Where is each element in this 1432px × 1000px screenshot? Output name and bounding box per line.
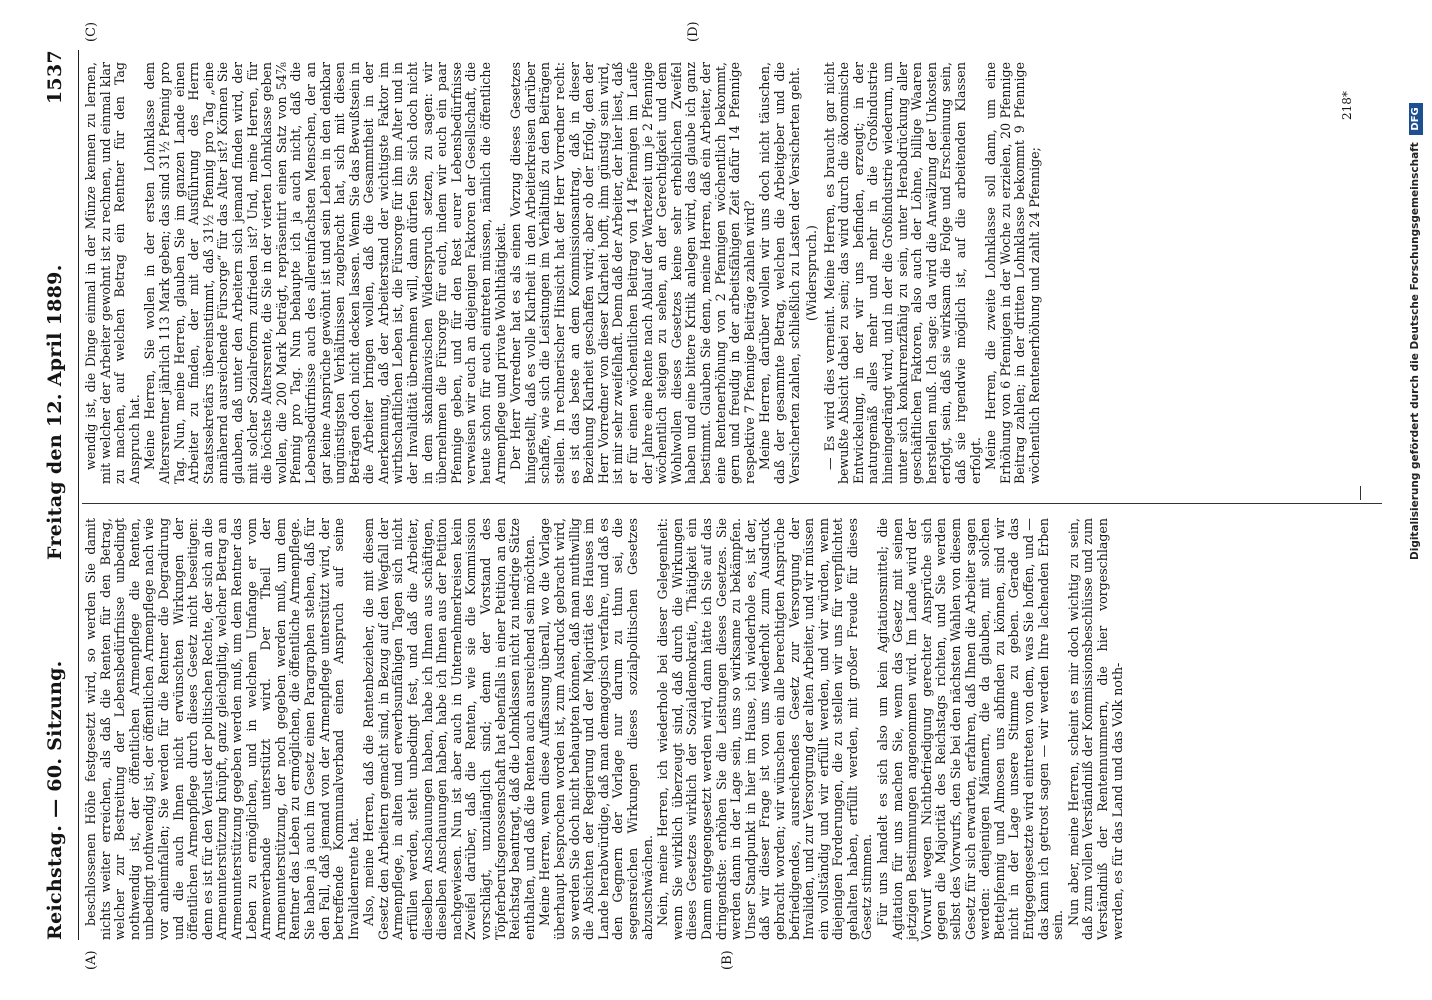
paragraph: wendig ist, die Dinge einmal in der Münze kennen zu lernen, mit welcher der Arbeiter gewohnt ist zu rechnen, und einmal klar zu machen, auf welchen Betrag ein Rentner für den Tag Anspruch hat.: [83, 62, 142, 484]
margin-marker-c: (C): [84, 21, 99, 42]
paragraph: Nun aber, meine Herren, scheint es mir doch wichtig zu sein, daß zum vollen Verständniß der Kommissionsbeschlüsse und zum Verständniß der Rentennummern, die hier vorgeschlagen werden, es für das Land und das Volk noth-: [1065, 518, 1125, 940]
paragraph: Meine Herren, Sie wollen in der ersten Lohnklasse dem Altersrentner jährlich 113 Mark geben; das sind 31½ Pfennig pro Tag. Nun, meine Herren, glauben Sie im ganzen Lande einen Arbeiter zu finden, der mit der Ausführung des Herrn Staatssekretärs übereinstimmt, daß 31½ Pfennig pro Tag „eine annähernd ausreichende Fürsorge“ für das Alter ist? Können Sie glauben, daß unter den Arbeitern sich jemand finden wird, der mit solcher Sozialreform zufrieden ist? Und, meine Herren, für die höchste Altersrente, die Sie in der vierten Lohnklasse geben wollen, die 200 Mark beträgt, repräsentirt einen Satz von 54⅞ Pfennig pro Tag. Nun behaupte ich ja auch nicht, daß die Lebensbedürfnisse auch des allereinfachsten Menschen, der an gar keine Ansprüche gewöhnt ist und sein Leben in den denkbar ungünstigsten Verhältnissen zugebracht hat, sich mit diesen Beträgen doch nicht decken lassen. Wenn Sie das Bewußtsein in die Arbeiter bringen wollen, daß die Gesammtheit in der Anerkennung, daß der Arbeiterstand der wichtigste Faktor im wirthschaftlichen Leben ist, die Fürsorge für ihn im Alter und in der Invalidität übernehmen will, dann dürfen Sie sich doch nicht in dem skandinavischen Widerspruch setzen, zu sagen: wir übernehmen die Fürsorge für euch, indem wir euch ein paar Pfennige geben, und für den Rest eurer Lebensbedürfnisse verweisen wir euch an diejenigen Faktoren der Gesellschaft, die heute schon für euch eintreten müssen, nämlich die öffentliche Armenpflege und private Wohlthätigkeit.: [142, 62, 508, 484]
paragraph: Der Herr Vorredner hat es als einen Vorzug dieses Gesetzes hingestellt, daß es volle Klarheit in den Arbeiterkreisen darüber schaffe, wie sich die Leistungen im Verhältniß zu den Beiträgen stellen. In rechnerischer Hinsicht hat der Herr Vorredner recht: es ist das beste an dem Kommissionsantrag, daß in dieser Beziehung Klarheit geschaffen wird; aber ob der Erfolg, den der Herr Vorredner von dieser Klarheit hofft, ihm günstig sein wird, ist mir sehr zweifelhaft. Denn daß der Arbeiter, der hier liest, daß er für einen wöchentlichen Beitrag von 14 Pfennigen im Laufe der Jahre eine Rente nach Ablauf der Wartezeit um je 2 Pfennige wöchentlich steigen zu sehen, an der Gerechtigkeit und dem Wohlwollen dieses Gesetzes keine sehr erheblichen Zweifel haben und eine bittere Kritik anlegen wird, das glaube ich ganz bestimmt. Glauben Sie denn, meine Herren, daß ein Arbeiter, der eine Rentenerhöhung von 2 Pfennigen wöchentlich bekommt, gern und freudig in der arbeitsfähigen Zeit dafür 14 Pfennige respektive 7 Pfennige Beiträge zahlen wird?: [508, 62, 757, 484]
dfg-notice: [1404, 0, 1432, 1000]
sheet-signature: 218*: [1340, 91, 1354, 120]
paragraph: beschlossenen Höhe festgesetzt wird, so werden Sie damit nichts weiter erreichen, als daß die Renten für den Betrag, welcher zur Bestreitung der Lebensbedürfnisse unbedingt nothwendig ist, der öffentlichen Armenpflege die Renten, unbedingt nothwendig ist, der öffentlichen Armenpflege nach wie vor anheimfallen; Sie werden für die Rentner die Degradirung und die auch Ihnen nicht erwünschten Wirkungen der öffentlichen Armenpflege durch dieses Gesetz nicht beseitigen: denn es ist für den Verlust der politischen Rechte, der sich an die Armenunterstützung knüpft, ganz gleichgiltig, welcher Betrag an Armenunterstützung gegeben werden muß, um dem Rentner das Leben zu ermöglichen, und in welchem Umfange er vom Armenverbande unterstützt wird. Der Theil der Armenunterstützung, der noch gegeben werden muß, um dem Rentner das Leben zu ermöglichen, die öffentliche Armenpflege. Sie haben ja auch im Gesetz einen Paragraphen stehen, daß für den Fall, daß jemand von der Armenpflege unterstützt wird, der betreffende Kommunalverband einen Anspruch auf seine Invalidenrente hat.: [83, 518, 361, 940]
page-number: 1537: [44, 50, 66, 105]
dfg-sidebar: [1404, 0, 1432, 1000]
dfg-notice-text: Digitalisierung gefördert durch die Deutsche Forschungsgemeinschaft: [1409, 142, 1421, 560]
header-date: Freitag den 12. April 1889.: [44, 264, 66, 560]
header-session: Reichstag. — 60. Sitzung.: [44, 660, 66, 940]
interjection: (Widerspruch.): [804, 225, 820, 321]
right-column: [84, 62, 1044, 484]
column-divider: [82, 503, 1382, 504]
paragraph: Meine Herren, darüber wollen wir uns doch nicht täuschen, daß der gesammte Betrag, welchen die Arbeitgeber und die Versicherten zahlen, schließlich zu Lasten der Versicherten geht.: [757, 62, 802, 484]
paragraph: Meine Herren, wenn diese Auffassung überall, wo die Vorlage überhaupt besprochen worden ist, zum Ausdruck gebracht wird, so werden Sie doch nicht behaupten können, daß man muthwillig die Absichten der Regierung und der Majorität des Hauses im Lande herabwürdige, daß man demagogisch verfahre, und daß es den Gegnern der Vorlage nur darum zu thun sei, die segensreichen Wirkungen dieses sozialpolitischen Gesetzes abzuschwächen.: [537, 518, 655, 940]
paragraph: Nein, meine Herren, ich wiederhole bei dieser Gelegenheit: wenn Sie wirklich überzeugt sind, daß durch die Wirkungen dieses Gesetzes wirklich der Sozialdemokratie, Thätigkeit ein Damm entgegengesetzt werden wird, dann hätte ich Sie auf das dringendste: erhöhen Sie die Leistungen dieses Gesetzes. Sie werden dann in der Lage sein, uns so wirksame zu bekämpfen. Unser Standpunkt in hier im Hause, ich wiederhole es, ist der, daß wir dieser Frage ist von uns wiederholt zum Ausdruck gebracht worden; wir wünschen ein alle berechtigten Ansprüche befriedigendes, ausreichendes Gesetz zur Versorgung der Invaliden, und zur Versorgung der alten Arbeiter, und wir müssen ein vollständig und wir erfüllt werden, und wir würden, wenn diejenigen Forderungen, die zu stellen wir uns für verpflichtet gehalten haben, erfüllt werden, mit großer Freude für dieses Gesetz stimmen.: [655, 518, 875, 940]
paragraph: Für uns handelt es sich also um kein Agitationsmittel; die Agitation für uns machen Sie, wenn das Gesetz mit seinen jetzigen Bestimmungen angenommen wird. Im Lande wird der Vorwurf wegen Nichtbefriedigung gerechter Ansprüche sich gegen die Majorität des Reichstags richten, und Sie werden selbst des Vorwurfs, den Sie bei den nächsten Wahlen von diesem Gesetz für sich erwarten, erfahren, daß Ihnen die Arbeiter sagen werden: denjenigen Männern, die da glauben, mit solchen Bettelpfennig und Almosen uns abfinden zu können, sind wir nicht in der Lage unsere Stimme zu geben. Gerade das Entgegengesetzte wird eintreten von dem, was Sie hoffen, und — das kann ich getrost sagen — wir werden Ihre lachenden Erben sein.: [875, 518, 1066, 940]
paragraph: — Es wird dies verneint. Meine Herren, es braucht gar nicht bewußte Absicht dabei zu sein; das wird durch die ökonomische Entwickelung, in der wir uns befinden, erzeugt; in der naturgemäß alles mehr und mehr in die Großindustrie hineingedrängt wird, und in der die Großindustrie wiederum, um unter sich konkurrenzfähig zu sein, unter Herabdrückung aller geschäftlichen Faktoren, also auch der Löhne, billige Waaren herstellen muß. Ich sage: da wird die Anwälzung der Unkosten erfolgt, sein, daß sie wirksam die Folge und Erscheinung sein, daß sie irgendwie möglich ist, auf die arbeitenden Klassen erfolgt.: [821, 62, 983, 484]
page-header: [38, 50, 74, 940]
header-rule: [78, 50, 79, 940]
dfg-logo: DFG: [1409, 103, 1423, 134]
signature-mark: [1360, 486, 1361, 500]
paragraph: Also, meine Herren, daß die Rentenbezieher, die mit diesem Gesetz den Arbeitern gemacht sind, in Bezug auf den Wegfall der Armenpflege, in alten und erwerbsunfähigen Tagen sich nicht erfüllen werden, steht unbedingt fest, und daß die Arbeiter, dieselben Anschauungen haben, habe ich Ihnen aus schäftigen, dieselben Anschauungen haben, habe ich Ihnen aus der Petition nachgewiesen. Nun ist aber auch in Unternehmerkreisen kein Zweifel darüber, daß die Renten, wie sie die Kommission vorschlägt, unzulänglich sind; denn der Vorstand des Töpferberufsgenossenschaft hat ebenfalls in einer Petition an den Reichstag beantragt, daß die Lohnklassen nicht zu niedrige Sätze enthalten, und daß die Renten auch ausreichend sein möchten.: [361, 518, 537, 940]
margin-marker-d: (D): [686, 21, 701, 42]
margin-marker-a: (A): [84, 950, 99, 970]
left-column: [84, 518, 1126, 940]
margin-marker-b: (B): [720, 950, 735, 970]
paragraph: Meine Herren, die zweite Lohnklasse soll dann, um eine Erhöhung von 6 Pfennigen in der Woche zu erzielen, 20 Pfennige Beitrag zahlen; in der dritten Lohnklasse bekommt 9 Pfennige wöchentlich Rentenerhöhung und zahlt 24 Pfennige;: [983, 62, 1042, 484]
